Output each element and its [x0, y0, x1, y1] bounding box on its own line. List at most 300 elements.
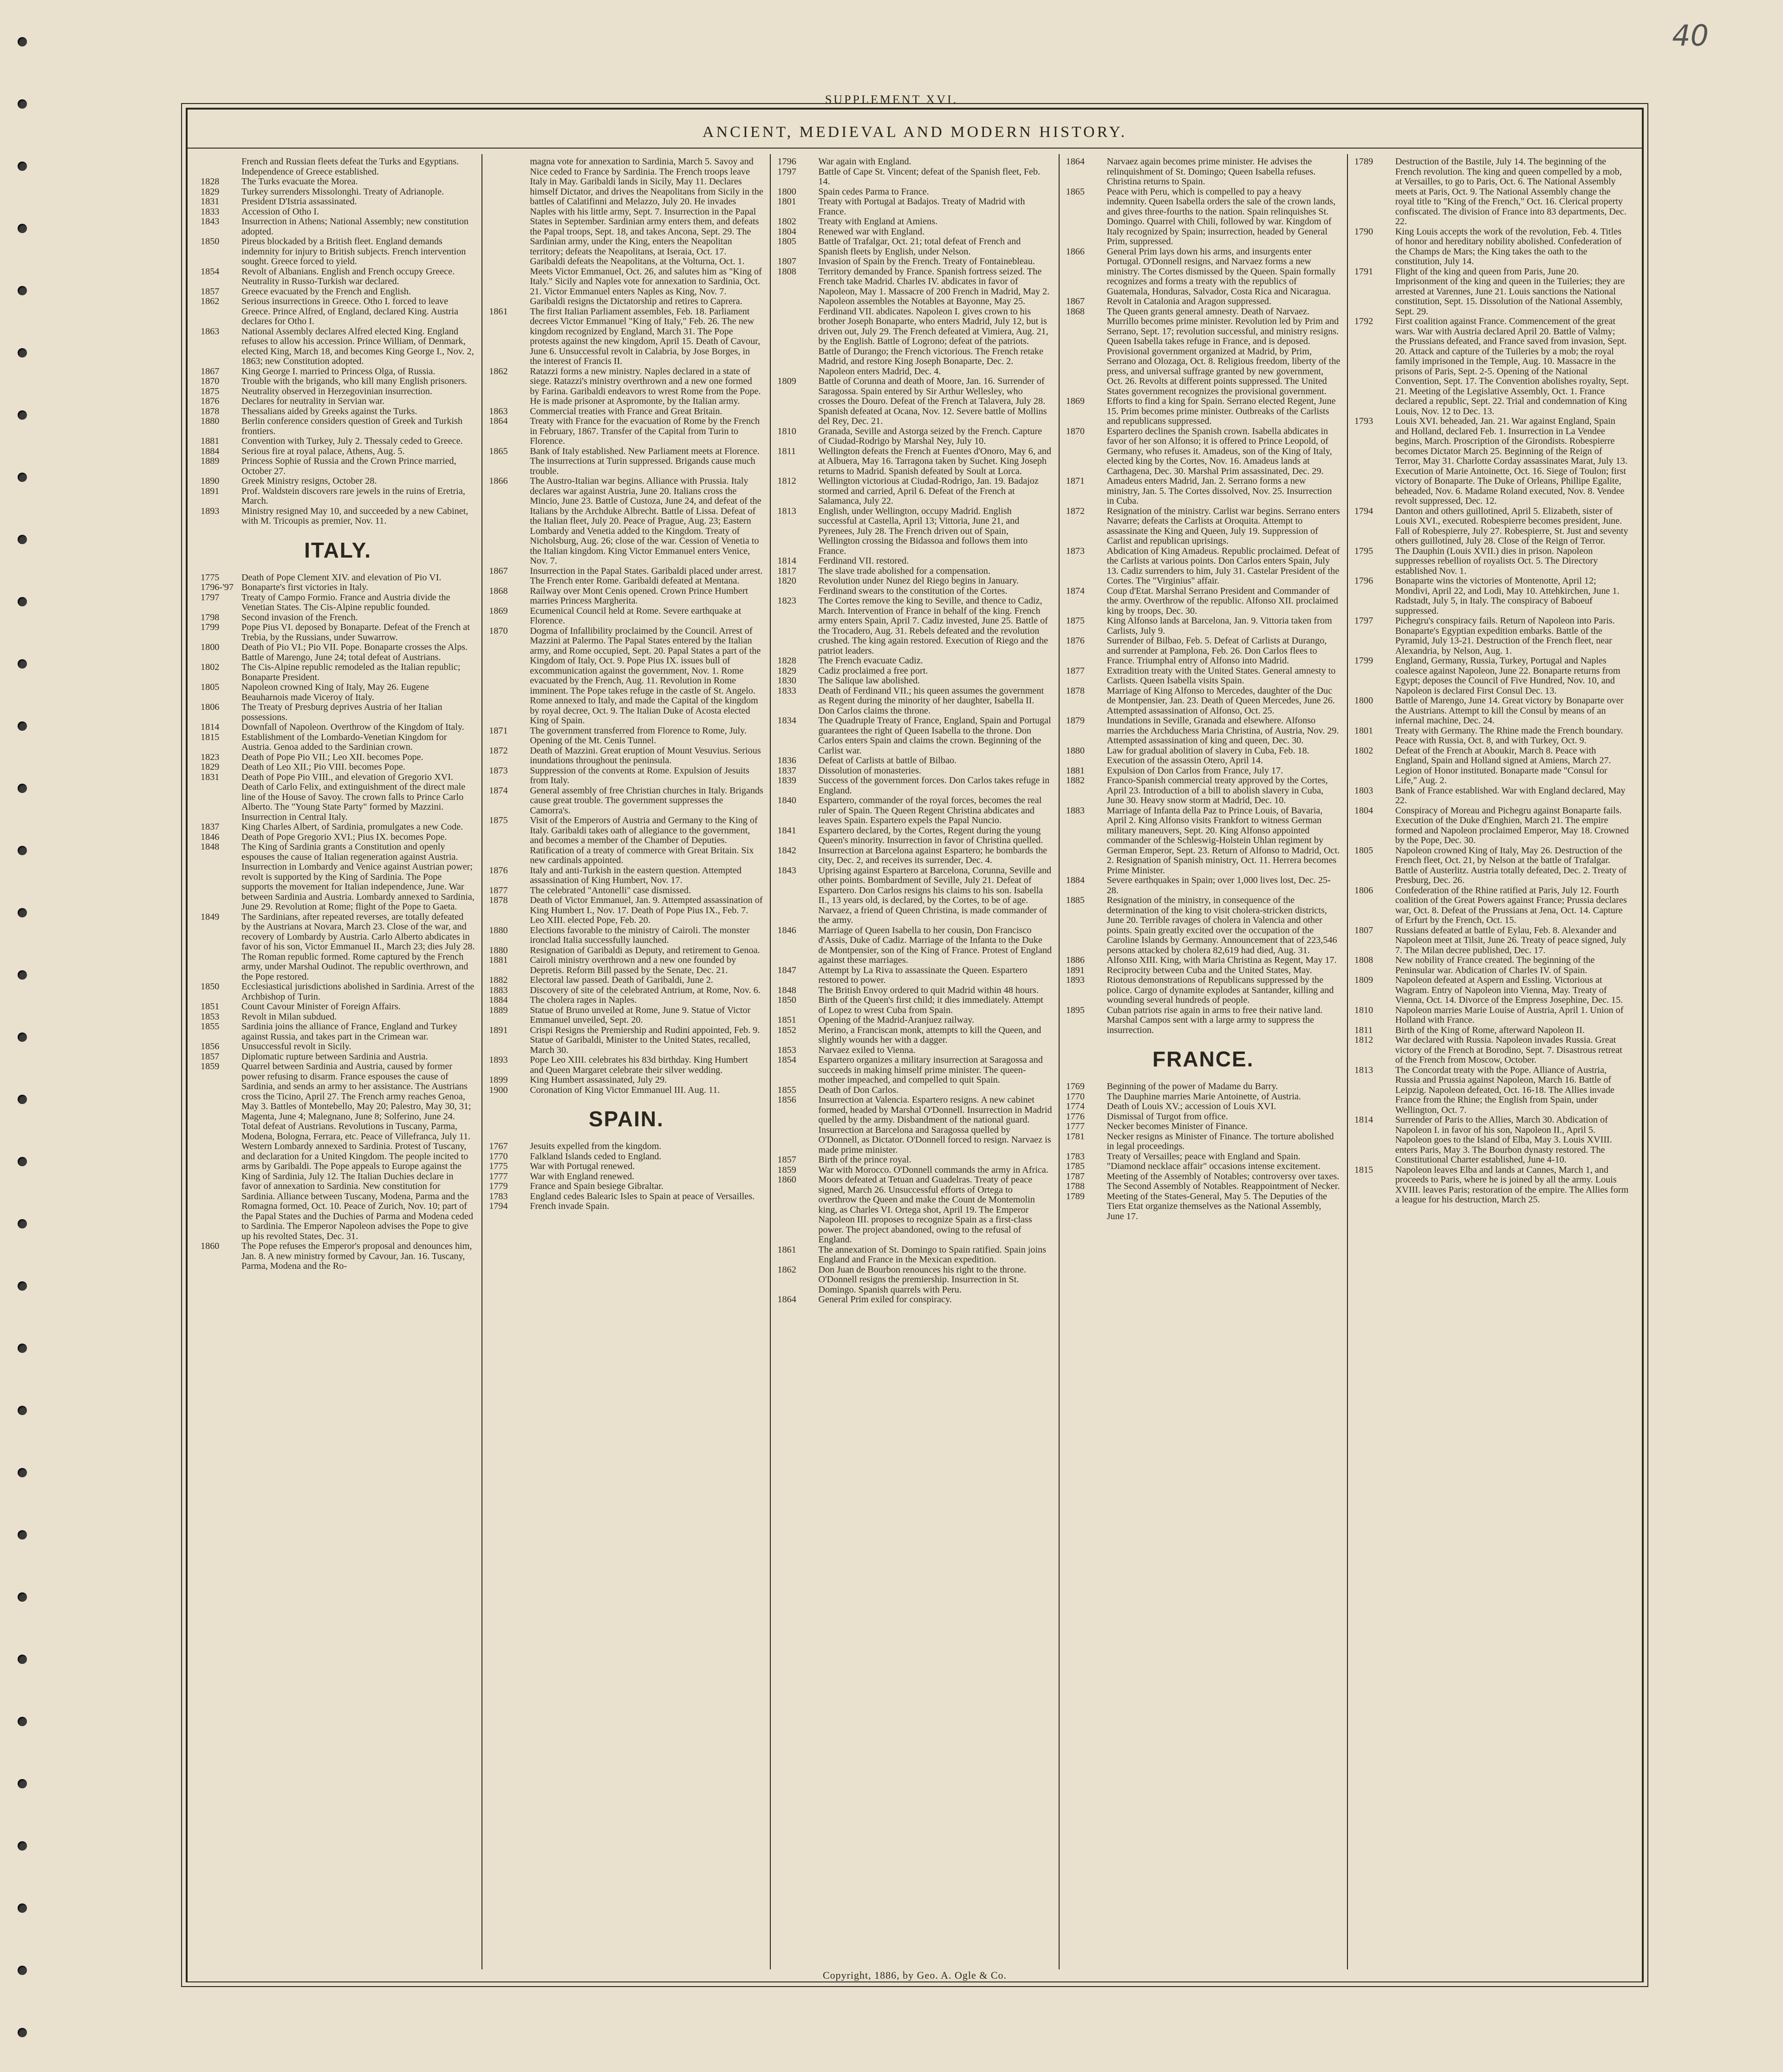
entry-text: French and Russian fleets defeat the Turks and Egyptians. — [241, 156, 459, 167]
history-entry — [777, 866, 1052, 926]
entry-text: Coup d'Etat. Marshal Serrano President and Commander of the army. Overthrow of the republic. Alfonso XII. proclaimed king by troops, Dec. 30. — [1106, 585, 1338, 616]
history-entry — [201, 157, 475, 167]
entry-year: 1797 — [201, 592, 220, 603]
entry-text: Surrender of Bilbao, Feb. 5. Defeat of Carlists at Durango, and surrender at Pamplona, Feb. 26. Don Carlos flees to France. Triumphal entry of Alfonso into Madrid. — [1106, 636, 1327, 666]
entry-text: Marriage of Queen Isabella to her cousin, Don Francisco d'Assis, Duke of Cadiz. Marriage of the Infanta to the Duke de Montpensier, son of the King of France. Protest of England against these marriages. — [818, 925, 1052, 965]
entry-year: 1864 — [777, 1294, 796, 1305]
history-entry — [1354, 1065, 1629, 1116]
entry-year: 1779 — [489, 1181, 508, 1191]
entry-text: England cedes Balearic Isles to Spain at peace of Versailles. — [530, 1191, 755, 1202]
entry-text: Railway over Mont Cenis opened. Crown Prince Humbert marries Princess Margherita. — [530, 585, 748, 606]
history-entry — [201, 573, 475, 583]
history-entry — [1066, 1132, 1341, 1152]
history-entry — [777, 596, 1052, 656]
entry-year: 1813 — [777, 506, 796, 516]
history-entry — [489, 926, 763, 946]
entry-text: Resignation of the ministry, in consequence of the determination of the king to visit cholera-stricken districts, June 20. Terrible ravages of cholera in Valencia and other points. Spain greatly excited over the occupation of the Caroline Islands by Germany. Announcement that of 223,546 persons attacked by cholera 82,619 had died, Aug. 31. — [1106, 895, 1337, 955]
history-entry — [777, 1055, 1052, 1085]
entry-text: Meeting of the Assembly of Notables; controversy over taxes. — [1106, 1171, 1340, 1182]
entry-year: 1790 — [1354, 226, 1373, 237]
entry-text: The King of Sardinia grants a Constitution and openly espouses the cause of Italian regeneration against Austria. Insurrection in Lombardy and Venice against Austrian power; revolt is supported by the King of Sardinia. The Pope supports the movement for Italian independence, June. War between Sardinia and Austria. Lombardy annexed to Sardinia, June 29. Revolution at Rome; flight of the Pope to Gaeta. — [241, 842, 475, 912]
entry-year: 1866 — [489, 476, 508, 486]
history-entry — [201, 396, 475, 407]
entry-year: 1854 — [777, 1055, 796, 1065]
entry-year: 1802 — [1354, 745, 1373, 756]
entry-year: 1839 — [777, 775, 796, 786]
history-entry — [777, 756, 1052, 766]
entry-year: 1861 — [777, 1244, 796, 1255]
entry-text: The Cis-Alpine republic remodeled as the Italian republic; Bonaparte President. — [241, 662, 461, 682]
entry-text: Beginning of the power of Madame du Barry. — [1106, 1081, 1278, 1091]
entry-year: 1802 — [201, 662, 220, 672]
history-entry — [777, 1026, 1052, 1046]
history-entry — [777, 1155, 1052, 1165]
page-number: 40 — [1672, 19, 1709, 52]
entry-year: 1871 — [489, 725, 508, 736]
entry-text: Accession of Otho I. — [241, 206, 319, 217]
history-entry — [201, 682, 475, 702]
history-entry — [489, 1202, 763, 1212]
history-entry — [1066, 1172, 1341, 1182]
entry-text: Necker becomes Minister of Finance. — [1106, 1121, 1248, 1131]
history-entry — [1354, 926, 1629, 956]
entry-text: Insurrection at Valencia. Espartero resigns. A new cabinet formed, headed by Marshal O'Donnell. Insurrection in Madrid quelled by the army. Disbandment of the national guard. Insurrection at Barcelona and Saragossa quelled by O'Donnell, as Dictator. O'Donnell forced to resign. Narvaez is made prime minister. — [818, 1095, 1052, 1155]
history-entry — [201, 416, 475, 436]
entry-text: Ministry resigned May 10, and succeeded by a new Cabinet, with M. Tricoupis as premier, Nov. 11. — [241, 506, 469, 526]
entry-text: Meeting of the States-General, May 5. The Deputies of the Tiers Etat organize themselves as the National Assembly, June 17. — [1106, 1191, 1327, 1221]
entry-text: Pichegru's conspiracy fails. Return of Napoleon into Paris. Bonaparte's Egyptian expedition embarks. Battle of the Pyramid, July 13-21. Destruction of the French fleet, near Alexandria, by Nelson, Aug. 1. — [1395, 616, 1615, 656]
entry-year: 1795 — [1354, 546, 1373, 556]
entry-text: The Quadruple Treaty of France, England, Spain and Portugal guarantees the right of Queen Isabella to the throne. Don Carlos enters Spain and claims the crown. Beginning of the Carlist war. — [818, 715, 1051, 756]
entry-text: Death of Louis XV.; accession of Louis XVI. — [1106, 1101, 1276, 1111]
entry-text: Marriage of King Alfonso to Mercedes, daughter of the Duc de Montpensier, Jan. 23. Death of Queen Mercedes, June 26. Attempted assassination of Alfonso, Oct. 25. — [1106, 685, 1335, 716]
entry-text: Suppression of the convents at Rome. Expulsion of Jesuits from Italy. — [530, 765, 749, 786]
entry-text: Reciprocity between Cuba and the United States, May. — [1106, 965, 1312, 975]
history-entry — [1066, 1006, 1341, 1036]
history-entry — [201, 327, 475, 367]
history-entry — [777, 237, 1052, 257]
history-entry — [201, 407, 475, 417]
entry-year: 1812 — [1354, 1035, 1373, 1045]
entry-year: 1817 — [777, 565, 796, 576]
binding-hole — [18, 659, 27, 669]
history-entry — [201, 593, 475, 613]
history-entry — [1066, 1192, 1341, 1222]
history-entry — [1066, 507, 1341, 546]
entry-year: 1893 — [1066, 975, 1085, 985]
history-entry — [201, 187, 475, 197]
entry-year: 1796 — [1354, 576, 1373, 586]
history-entry — [201, 773, 475, 823]
entry-year: 1885 — [1066, 895, 1085, 905]
entry-text: Inundations in Seville, Granada and elsewhere. Alfonso marries the Archduchess Maria Christina, of Austria, Nov. 29. Attempted assassination of king and queen, Dec. 30. — [1106, 715, 1339, 746]
entry-year: 1854 — [201, 266, 220, 277]
entry-text: Battle of Corunna and death of Moore, Jan. 16. Surrender of Saragossa. Spain entered by Sir Arthur Wellesley, who crosses the Douro. Defeat of the French at Talavera, July 28. Spanish defeated at Ocana, Nov. 12. Severe battle of Mollins del Rey, Dec. 21. — [818, 376, 1047, 426]
history-entry — [777, 995, 1052, 1015]
binding-hole — [18, 908, 27, 917]
entry-year: 1767 — [489, 1141, 508, 1151]
entry-text: Revolt of Albanians. English and French occupy Greece. Neutrality in Russo-Turkish war declared. — [241, 266, 455, 286]
entry-text: Cairoli ministry overthrown and a new one founded by Depretis. Reform Bill passed by the Senate, Dec. 21. — [530, 955, 736, 975]
entry-year: 1859 — [201, 1061, 220, 1072]
history-entry — [489, 367, 763, 407]
entry-text: Revolt in Milan subdued. — [241, 1011, 337, 1022]
history-entry — [1066, 955, 1341, 966]
entry-year: 1873 — [1066, 546, 1085, 556]
entry-text: Riotous demonstrations of Republicans suppressed by the police. Cargo of dynamite explodes at Santander, killing and wounding several hundreds of people. — [1106, 975, 1334, 1005]
entry-text: Resignation of the ministry. Carlist war begins. Serrano enters Navarre; defeats the Carlists at Oroquita. Attempt to assassinate the King and Queen, July 19. Suppression of Carlist and republican uprisings. — [1106, 506, 1340, 546]
entry-year: 1870 — [1066, 426, 1085, 436]
entry-year: 1872 — [489, 745, 508, 756]
history-entry — [1354, 576, 1629, 616]
binding-holes — [0, 0, 42, 2072]
binding-hole — [18, 473, 27, 482]
history-entry — [201, 832, 475, 843]
entry-year: 1856 — [777, 1095, 796, 1105]
entry-text: The Turks evacuate the Morea. — [241, 176, 358, 187]
entry-text: Revolution under Nunez del Riego begins in January. Ferdinand swears to the constitution of the Cortes. — [818, 576, 1019, 596]
entry-text: Treaty with France for the evacuation of Rome by the French in February, 1867. Transfer of the Capital from Turin to Florence. — [530, 416, 760, 446]
entry-year: 1801 — [1354, 725, 1373, 736]
binding-hole — [18, 2028, 27, 2037]
history-entry — [201, 1002, 475, 1012]
entry-year: 1878 — [489, 895, 508, 905]
history-entry — [1066, 187, 1341, 247]
entry-text: Narvaez again becomes prime minister. He advises the relinquishment of St. Domingo; Queen Isabella refuses. Christina returns to Spain. — [1106, 156, 1316, 187]
entry-year: 1872 — [1066, 506, 1085, 516]
history-entry — [1354, 1026, 1629, 1036]
entry-text: Ecclesiastical jurisdictions abolished in Sardinia. Arrest of the Archbishop of Turin. — [241, 981, 475, 1002]
binding-hole — [18, 1592, 27, 1602]
entry-year: 1785 — [1066, 1161, 1085, 1171]
entry-text: Confederation of the Rhine ratified at Paris, July 12. Fourth coalition of the Great Powers against France; Prussia declares war, Oct. 8. Defeat of the Prussians at Jena, Oct. 14. Capture of Erfurt by the French, Oct. 15. — [1395, 885, 1627, 925]
history-entry — [201, 367, 475, 377]
binding-hole — [18, 1033, 27, 1042]
entry-year: 1798 — [201, 612, 220, 623]
entry-year: 1870 — [201, 376, 220, 386]
history-entry — [489, 1026, 763, 1056]
entry-year: 1808 — [777, 266, 796, 277]
entry-year: 1800 — [201, 642, 220, 652]
entry-text: Bank of France established. War with England declared, May 22. — [1395, 785, 1626, 805]
history-entry — [777, 556, 1052, 566]
entry-year: 1900 — [489, 1085, 508, 1095]
entry-year: 1882 — [1066, 775, 1085, 786]
history-entry — [777, 966, 1052, 986]
history-entry — [1066, 1112, 1341, 1122]
entry-year: 1810 — [1354, 1005, 1373, 1015]
entry-year: 1833 — [777, 685, 796, 696]
history-entry — [1354, 267, 1629, 317]
history-entry — [777, 377, 1052, 427]
entry-year: 1831 — [201, 196, 220, 207]
history-entry — [489, 886, 763, 896]
history-entry — [1066, 636, 1341, 666]
entry-text: Commercial treaties with France and Great Britain. — [530, 406, 722, 416]
entry-year: 1848 — [777, 985, 796, 995]
history-entry — [1354, 846, 1629, 886]
entry-text: Opening of the Madrid-Aranjuez railway. — [818, 1015, 974, 1025]
entry-year: 1829 — [201, 762, 220, 772]
entry-text: Napoleon crowned King of Italy, May 26. Eugene Beauharnois made Viceroy of Italy. — [241, 682, 429, 702]
entry-year: 1867 — [201, 366, 220, 377]
binding-hole — [18, 162, 27, 171]
entry-text: Napoleon marries Marie Louise of Austria, April 1. Union of Holland with France. — [1395, 1005, 1624, 1025]
entry-year: 1867 — [1066, 296, 1085, 306]
entry-text: Efforts to find a king for Spain. Serrano elected Regent, June 15. Prim becomes prime minister. Outbreaks of the Carlists and republicans suppressed. — [1106, 396, 1336, 426]
entry-year: 1851 — [777, 1015, 796, 1025]
history-entry — [777, 716, 1052, 756]
entry-year: 1865 — [1066, 186, 1085, 197]
entry-year: 1811 — [1354, 1025, 1373, 1035]
entry-text: Russians defeated at battle of Eylau, Feb. 8. Alexander and Napoleon meet at Tilsit, June 26. Treaty of peace signed, July 7. The Milan decree published, Dec. 17. — [1395, 925, 1627, 955]
entry-year: 1846 — [777, 925, 796, 935]
entry-year: 1820 — [777, 576, 796, 586]
entry-text: Quarrel between Sardinia and Austria, caused by former power refusing to disarm. France espouses the cause of Sardinia, and sends an army to her assistance. The Austrians cross the Ticino, April 27. The French army reaches Genoa, May 3. Battles of Montebello, May 20; Palestro, May 30, 31; Magenta, June 4; Malegnano, June 8; Solferino, June 24. Total defeat of Austrians. Revolutions in Tuscany, Parma, Modena, Bologna, Ferrara, etc. Peace of Villefranca, July 11. Western Lombardy annexed to Sardinia. Protest of Tuscany, and declaration for a United Kingdom. The people incited to arms by Garibaldi. The Pope appeals to Europe against the King of Sardinia, July 12. The Italian Duchies declare in favor of annexation to Sardinia. New constitution for Sardinia. Alliance between Tuscany, Modena, Parma and the Romagna formed, Oct. 10. Peace of Zurich, Nov. 10; part of the Papal States and the Duchies of Parma and Modena ceded to Sardinia. The Emperor Napoleon advises the Pope to give up his revolted States, Dec. 31. — [241, 1061, 473, 1241]
entry-year: 1864 — [1066, 156, 1085, 167]
entry-text: Destruction of the Bastile, July 14. The beginning of the French revolution. The king and queen compelled by a mob, at Versailles, to go to Paris, Oct. 6. The National Assembly meets at Paris, Oct. 9. The National Assembly change the royal title to "King of the French," Oct. 16. Clerical property confiscated. The division of France into 83 departments, Dec. 22. — [1395, 156, 1627, 227]
entry-text: Trouble with the brigands, who kill many English prisoners. — [241, 376, 467, 386]
entry-text: Birth of the King of Rome, afterward Napoleon II. — [1395, 1025, 1585, 1035]
entry-text: Invasion of Spain by the French. Treaty of Fontainebleau. — [818, 256, 1035, 266]
entry-year: 1813 — [1354, 1065, 1373, 1075]
history-entry — [489, 866, 763, 886]
entry-text: Renewed war with England. — [818, 226, 925, 237]
history-entry — [1066, 876, 1341, 896]
entry-text: Alfonso XIII. King, with Maria Christina as Regent, May 17. — [1106, 955, 1337, 965]
history-entry — [777, 1175, 1052, 1245]
history-entry — [777, 566, 1052, 577]
entry-year: 1857 — [777, 1155, 796, 1165]
entry-text: King Humbert assassinated, July 29. — [530, 1075, 667, 1085]
entry-text: War with England renewed. — [530, 1171, 635, 1182]
entry-text: The cholera rages in Naples. — [530, 995, 637, 1005]
binding-hole — [18, 1717, 27, 1726]
entry-year: 1805 — [1354, 845, 1373, 856]
entry-text: War with Morocco. O'Donnell commands the army in Africa. — [818, 1164, 1048, 1175]
entry-year: 1880 — [201, 416, 220, 426]
history-entry — [1066, 307, 1341, 397]
history-entry — [1354, 416, 1629, 507]
history-entry — [1066, 806, 1341, 876]
entry-text: Treaty with Germany. The Rhine made the French boundary. Peace with Russia, Oct. 8, and with Turkey, Oct. 9. — [1395, 725, 1623, 746]
entry-year: 1848 — [201, 842, 220, 852]
entry-text: Bank of Italy established. New Parliament meets at Florence. The insurrections at Turin suppressed. Brigands cause much trouble. — [530, 446, 760, 476]
history-entry — [201, 842, 475, 912]
history-entry — [1354, 227, 1629, 267]
entry-year: 1803 — [1354, 785, 1373, 796]
history-entry — [489, 1085, 763, 1096]
entry-year: 1855 — [777, 1085, 796, 1095]
entry-text: The Concordat treaty with the Pope. Alliance of Austria, Russia and Prussia against Napoleon, March 16. Battle of Leipzig. Napoleon defeated, Oct. 16-18. The Allies invade France from the Rhine; the English from Spain, under Wellington, Oct. 7. — [1395, 1065, 1615, 1115]
history-entry — [489, 586, 763, 606]
entry-year: 1797 — [1354, 616, 1373, 626]
entry-year: 1770 — [489, 1151, 508, 1162]
entry-text: The Dauphin (Louis XVII.) dies in prison. Napoleon suppresses rebellion of royalists Oct. 5. The Directory established Nov. 1. — [1395, 546, 1598, 576]
history-entry — [1354, 317, 1629, 416]
history-entry — [777, 686, 1052, 716]
entry-text: Electoral law passed. Death of Garibaldi, June 2. — [530, 975, 713, 985]
history-entry — [777, 267, 1052, 377]
binding-hole — [18, 1281, 27, 1291]
history-entry — [201, 1042, 475, 1052]
history-entry — [201, 643, 475, 663]
entry-year: 1860 — [201, 1241, 220, 1251]
entry-year: 1800 — [1354, 695, 1373, 706]
entry-year: 1842 — [777, 845, 796, 856]
entry-text: Abdication of King Amadeus. Republic proclaimed. Defeat of the Carlists at various points. Don Carlos enters Spain, July 13. Cadiz surrenders to him, July 31. Castelar President of the Cortes. The "Virginius" affair. — [1106, 546, 1340, 586]
history-entry — [777, 1095, 1052, 1155]
binding-hole — [18, 286, 27, 295]
entry-text: Bonaparte wins the victories of Montenotte, April 12; Mondivi, April 22, and Lodi, May 10. Attehkirchen, June 1. Radstadt, July 5, in Italy. The conspiracy of Baboeuf suppressed. — [1395, 576, 1620, 616]
entry-text: Convention with Turkey, July 2. Thessaly ceded to Greece. — [241, 436, 463, 446]
history-entry — [201, 436, 475, 447]
entry-text: Prof. Waldstein discovers rare jewels in the ruins of Eretria, March. — [241, 486, 465, 506]
entry-text: Italy and anti-Turkish in the eastern question. Attempted assassination of King Humbert, Nov. 17. — [530, 865, 742, 885]
history-entry — [1354, 1115, 1629, 1165]
entry-year: 1868 — [489, 585, 508, 596]
entry-text: Espartero declines the Spanish crown. Isabella abdicates in favor of her son Alfonso; it is offered to Prince Leopold, of Germany, who refuses it. Amadeus, son of the King of Italy, elected king by the Cortes, Nov. 16. Amadeus lands at Carthagena, Dec. 30. Marshal Prim assassinated, Dec. 29. — [1106, 426, 1332, 476]
history-entry — [201, 487, 475, 507]
entry-year: 1849 — [201, 911, 220, 922]
history-entry — [777, 167, 1052, 187]
entry-text: The Austro-Italian war begins. Alliance with Prussia. Italy declares war against Austria, June 20. Italians cross the Mincio, June 23. Battle of Custoza, June 24, and defeat of the Italians by the Archduke Albrecht. Battle of Lissa. Defeat of the Italian fleet, July 20. Peace of Prague, Aug. 23; Eastern Lombardy and Venetia added to the Kingdom. Treaty of Nicholsburg, Aug. 26; close of the war. Cession of Venetia to the Italian kingdom. King Victor Emmanuel enters Venice, Nov. 7. — [530, 476, 761, 566]
entry-year: 1789 — [1066, 1191, 1085, 1202]
entry-year: 1811 — [777, 446, 796, 456]
entry-year: 1776 — [1066, 1111, 1085, 1122]
entry-text: The government transferred from Florence to Rome, July. Opening of the Mt. Cenis Tunnel. — [530, 725, 747, 746]
entry-text: General Prim exiled for conspiracy. — [818, 1294, 952, 1305]
history-entry — [1354, 546, 1629, 577]
history-entry — [201, 476, 475, 487]
binding-hole — [18, 1219, 27, 1228]
entry-text: Defeat of the French at Aboukir, March 8. Peace with England, Spain and Holland signed at Amiens, March 27. Legion of Honor instituted. Bonaparte made "Consul for Life," Aug. 2. — [1395, 745, 1611, 786]
entry-text: Establishment of the Lombardo-Venetian Kingdom for Austria. Genoa added to the Sardinian crown. — [241, 732, 447, 752]
entry-text: Ferdinand VII. restored. — [818, 556, 909, 566]
history-entry — [201, 1052, 475, 1062]
entry-text: Birth of the prince royal. — [818, 1155, 911, 1165]
section-heading: SPAIN. — [588, 1107, 664, 1131]
entry-year: 1810 — [777, 426, 796, 436]
entry-year: 1791 — [1354, 266, 1373, 277]
history-entry — [201, 1241, 475, 1272]
entry-year: 1856 — [201, 1041, 220, 1052]
entry-year: 1877 — [1066, 665, 1085, 676]
entry-year: 1876 — [1066, 636, 1085, 646]
binding-hole — [18, 1468, 27, 1477]
entry-year: 1891 — [1066, 965, 1085, 975]
history-entry — [489, 995, 763, 1006]
entry-text: Danton and others guillotined, April 5. Elizabeth, sister of Louis XVI., executed. Robespierre becomes president, June. Fall of Robespierre, July 27. Robespierre, St. Just and seventy others guillotined, July 28. Close of the Reign of Terror. — [1395, 506, 1628, 546]
history-entry — [1066, 1092, 1341, 1102]
entry-year: 1850 — [777, 995, 796, 1005]
history-entry — [201, 197, 475, 207]
entry-year: 1809 — [777, 376, 796, 386]
history-entry — [201, 447, 475, 457]
entry-text: The annexation of St. Domingo to Spain ratified. Spain joins England and France in the Mexican expedition. — [818, 1244, 1047, 1265]
history-entry — [201, 1012, 475, 1022]
entry-text: Expulsion of Don Carlos from France, July 17. — [1106, 765, 1283, 776]
entry-text: Treaty with Portugal at Badajos. Treaty of Madrid with France. — [818, 196, 1025, 217]
entry-text: Greece evacuated by the French and English. — [241, 286, 411, 297]
entry-year — [201, 167, 241, 177]
entry-year: 1878 — [201, 406, 220, 416]
entry-text: Treaty with England at Amiens. — [818, 216, 938, 227]
entry-text: The French evacuate Cadiz. — [818, 656, 923, 666]
entry-year: 1863 — [489, 406, 508, 416]
entry-text: Dogma of Infallibility proclaimed by the Council. Arrest of Mazzini at Palermo. The Papal States entered by the Italian army, and Rome occupied, Sept. 20. Papal States a part of the Kingdom of Italy, Oct. 9. Pope Pius IX. issues bull of excommunication against the government, Nov. 1. Rome evacuated by the French, Aug. 11. Revolution in Rome imminent. The Pope takes refuge in the castle of St. Angelo. Rome annexed to Italy, and made the Capital of the kingdom by royal decree, Oct. 9. The Italian Duke of Acosta elected King of Spain. — [530, 625, 761, 726]
history-entry — [1066, 1162, 1341, 1172]
history-entry — [201, 377, 475, 387]
history-entry — [1354, 656, 1629, 696]
entry-year — [201, 157, 241, 167]
entry-year: 1799 — [201, 622, 220, 632]
history-entry — [777, 676, 1052, 686]
entry-text: England, Germany, Russia, Turkey, Portugal and Naples coalesce against Napoleon, June 22. Bonaparte returns from Egypt; deposes the Council of Five Hundred, Nov. 10, and Napoleon is declared First Consul Dec. 13. — [1395, 656, 1620, 696]
history-entry — [201, 507, 475, 526]
entry-year: 1881 — [1066, 765, 1085, 776]
entry-year: 1788 — [1066, 1181, 1085, 1191]
binding-hole — [18, 1344, 27, 1353]
history-entry — [1066, 1102, 1341, 1112]
entry-year: 1867 — [489, 565, 508, 576]
entry-year: 1875 — [201, 386, 220, 396]
entry-year: 1895 — [1066, 1005, 1085, 1015]
entry-year: 1840 — [777, 795, 796, 805]
history-entry — [489, 1075, 763, 1085]
history-entry — [489, 786, 763, 816]
entry-year: 1805 — [777, 236, 796, 247]
history-entry — [1066, 586, 1341, 617]
entry-year: 1850 — [201, 236, 220, 247]
history-entry — [489, 816, 763, 866]
binding-hole — [18, 37, 27, 46]
history-entry — [201, 702, 475, 722]
entry-text: Turkey surrenders Missolonghi. Treaty of Adrianople. — [241, 186, 444, 197]
history-entry — [489, 407, 763, 417]
binding-hole — [18, 410, 27, 420]
entry-year: 1874 — [489, 785, 508, 796]
entry-text: The celebrated "Antonelli" case dismissed. — [530, 885, 691, 896]
history-entry — [489, 476, 763, 566]
history-entry — [777, 1015, 1052, 1026]
entry-year: 1841 — [777, 825, 796, 836]
history-entry — [201, 387, 475, 397]
entry-text: Insurrection at Barcelona against Espartero; he bombards the city, Dec. 2, and receives its surrender, Dec. 4. — [818, 845, 1048, 865]
entry-text: The Second Assembly of Notables. Reappointment of Necker. — [1106, 1181, 1340, 1191]
entry-text: Louis XVI. beheaded, Jan. 21. War against England, Spain and Holland, declared Feb. 1. Insurrection in La Vendee begins, March. Proscription of the Girondists. Robespierre becomes Dictator March 25. Beginning of the Reign of Terror, May 31. Charlotte Corday assassinates Marat, July 13. Execution of Marie Antoinette, Oct. 16. Siege of Toulon; first victory of Bonaparte. The Duke of Orleans, Phillipe Egalite, beheaded, Nov. 6. Madame Roland executed, Nov. 8. Vendee revolt suppressed, Dec. 12. — [1395, 416, 1627, 506]
history-entry — [1066, 396, 1341, 427]
history-entry — [777, 1046, 1052, 1056]
entry-text: Diplomatic rupture between Sardinia and Austria. — [241, 1051, 428, 1062]
entry-text: Cadiz proclaimed a free port. — [818, 665, 928, 676]
page-title: ANCIENT, MEDIEVAL AND MODERN HISTORY. — [702, 123, 1127, 141]
history-entry — [1066, 686, 1341, 716]
entry-year: 1893 — [201, 506, 220, 516]
entry-text: Greek Ministry resigns, October 28. — [241, 476, 377, 486]
entry-text: Amadeus enters Madrid, Jan. 2. Serrano forms a new ministry, Jan. 5. The Cortes dissolved, Nov. 25. Insurrection in Cuba. — [1106, 476, 1332, 506]
entry-year: 1855 — [201, 1021, 220, 1032]
entry-year: 1787 — [1066, 1171, 1085, 1182]
entry-text: French invade Spain. — [530, 1201, 610, 1211]
entry-year: 1809 — [1354, 975, 1373, 985]
history-entry — [489, 975, 763, 986]
history-entry — [201, 613, 475, 623]
history-entry — [1066, 1152, 1341, 1162]
entry-year: 1864 — [489, 416, 508, 426]
entry-text: Don Juan de Bourbon renounces his right to the throne. O'Donnell resigns the premiership. Insurrection in St. Domingo. Spanish quarrels with Peru. — [818, 1264, 1026, 1295]
entry-text: Treaty of Versailles; peace with England and Spain. — [1106, 1151, 1301, 1162]
